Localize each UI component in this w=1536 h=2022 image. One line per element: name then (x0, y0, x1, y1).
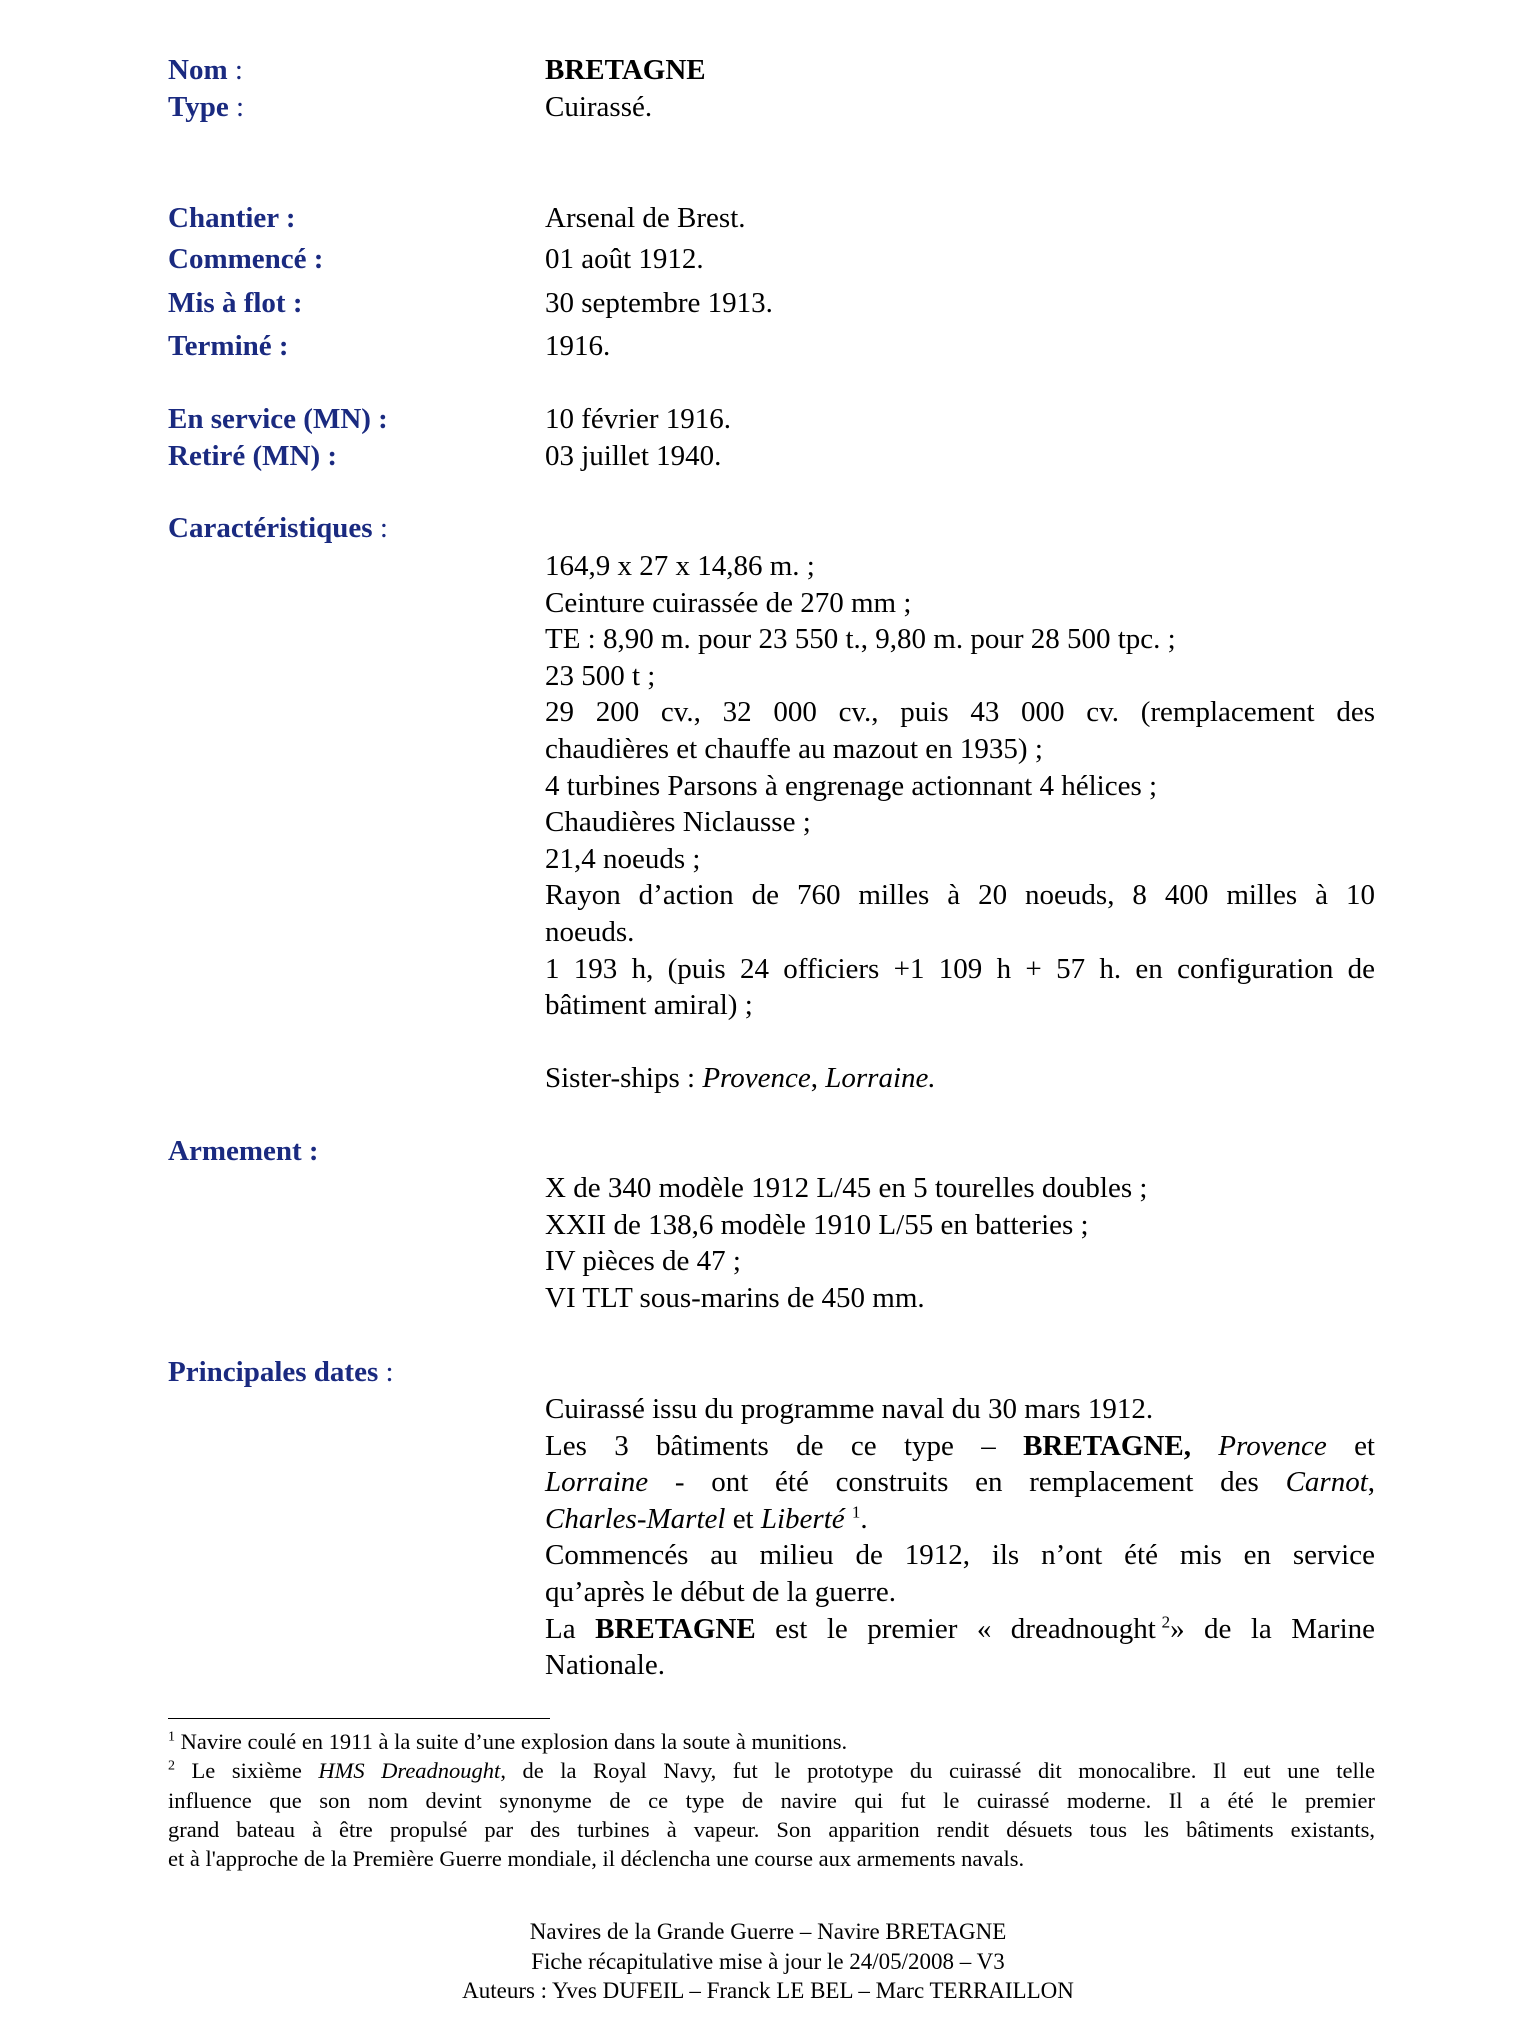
footnote-separator (168, 1718, 550, 1719)
sister-ship-provence: Provence (702, 1062, 811, 1095)
dates-line: qu’après le début de la guerre. (545, 1575, 897, 1608)
footer-authors: Auteurs : Yves DUFEIL – Franck LE BEL – Marc TERRAILLON (462, 1978, 1074, 2003)
colon: : (227, 54, 243, 86)
retire-label: Retiré (MN) : (168, 440, 338, 472)
nom-label: Nom : (168, 54, 243, 86)
carac-line: 23 500 t ; (545, 659, 656, 692)
dates-line: Cuirassé issu du programme naval du 30 mars 1912. (545, 1393, 1154, 1425)
principales-dates-label: Principales dates : (168, 1356, 394, 1388)
mis-a-flot-value: 30 septembre 1913. (545, 287, 773, 319)
en-service-value: 10 février 1916. (545, 403, 732, 435)
sister-ship-lorraine: Lorraine. (825, 1062, 936, 1095)
dates-line: Lorraine - ont été construits en remplacement des Carnot, (545, 1466, 1375, 1499)
termine-label: Terminé : (168, 330, 289, 362)
mis-a-flot-label: Mis à flot : (168, 287, 303, 319)
footnote-ref-1[interactable]: 1 (851, 1502, 861, 1522)
caracteristiques-label: Caractéristiques : (168, 512, 388, 544)
ship-name-lorraine: Lorraine (545, 1466, 649, 1499)
ship-name-liberte: Liberté (760, 1502, 845, 1535)
carac-line: chaudières et chauffe au mazout en 1935) ; (545, 732, 1043, 765)
armement-block (545, 1170, 1375, 1316)
carac-line: Ceinture cuirassée de 270 mm ; (545, 586, 912, 619)
spacer (545, 1024, 1375, 1061)
carac-line: Chaudières Niclausse ; (545, 806, 811, 839)
carac-line: 1 193 h, (puis 24 officiers +1 109 h + 57 h. en configuration de (545, 952, 1375, 985)
dates-line: Charles-Martel et Liberté $^1$. (545, 1502, 868, 1535)
ship-name-carnot: Carnot (1285, 1466, 1368, 1499)
armement-line: VI TLT sous-marins de 450 mm. (545, 1281, 925, 1314)
armement-line: IV pièces de 47 ; (545, 1245, 741, 1278)
commence-value: 01 août 1912. (545, 243, 704, 275)
colon: : (378, 1356, 394, 1388)
dates-line: La BRETAGNE est le premier « dreadnought $^2$» de la Marine (545, 1611, 1376, 1645)
ship-name-bretagne: BRETAGNE, (1023, 1429, 1191, 1462)
footnote-2-line: et à l'approche de la Première Guerre mondiale, il déclencha une course aux armements navals. (168, 1846, 1025, 1872)
ship-name-provence: Provence (1218, 1429, 1327, 1462)
carac-line: 4 turbines Parsons à engrenage actionnant 4 hélices ; (545, 769, 1158, 802)
dates-line: Les 3 bâtiments de ce type – BRETAGNE, Provence et (545, 1429, 1375, 1462)
chantier-label: Chantier : (168, 202, 296, 234)
footnote-2-line: influence que son nom devint synonyme de ce type de navire qui fut le cuirassé moderne. Il a été le premier (168, 1787, 1375, 1813)
dates-block (545, 1391, 1375, 1684)
commence-label: Commencé : (168, 243, 324, 275)
colon: : (228, 91, 245, 123)
page-footer (0, 1917, 1536, 2006)
sister-ships-line: Sister-ships : Provence, Lorraine. (545, 1062, 936, 1095)
armement-line: XXII de 138,6 modèle 1910 L/55 en batteries ; (545, 1208, 1089, 1241)
ship-name-bretagne: BRETAGNE (595, 1612, 756, 1645)
footnote-1: $^1$ Navire coulé en 1911 à la suite d’une explosion dans la soute à munitions. (168, 1729, 848, 1754)
nom-value: BRETAGNE (545, 54, 706, 86)
carac-line: noeuds. (545, 915, 635, 948)
carac-line: 164,9 x 27 x 14,86 m. ; (545, 550, 815, 582)
carac-line: bâtiment amiral) ; (545, 989, 753, 1022)
hms-dreadnought: HMS Dreadnought (318, 1758, 501, 1784)
carac-line: Rayon d’action de 760 milles à 20 noeuds, 8 400 milles à 10 (545, 879, 1375, 912)
footer-update: Fiche récapitulative mise à jour le 24/05/2008 – V3 (531, 1948, 1005, 1974)
dates-line: Nationale. (545, 1649, 665, 1682)
footnote-2-line: grand bateau à être propulsé par des turbines à vapeur. Son apparition rendit désuets tous les bâtiments existants, (168, 1816, 1375, 1842)
carac-line: 29 200 cv., 32 000 cv., puis 43 000 cv. (remplacement des (545, 696, 1375, 729)
footer-title: Navires de la Grande Guerre – Navire BRETAGNE (529, 1919, 1007, 1944)
termine-value: 1916. (545, 330, 611, 362)
type-value: Cuirassé. (545, 91, 653, 123)
chantier-value: Arsenal de Brest. (545, 202, 746, 234)
retire-value: 03 juillet 1940. (545, 440, 722, 472)
footnote-2: $^2$ Le sixième HMS Dreadnought, de la Royal Navy, fut le prototype du cuirassé dit monocalibre. Il eut une telle (168, 1758, 1375, 1784)
en-service-label: En service (MN) : (168, 403, 388, 435)
type-label: Type : (168, 91, 245, 123)
dates-line: Commencés au milieu de 1912, ils n’ont été mis en service (545, 1539, 1375, 1572)
carac-line: 21,4 noeuds ; (545, 842, 701, 875)
footnotes (168, 1727, 1375, 1873)
armement-label: Armement : (168, 1135, 319, 1167)
armement-line: X de 340 modèle 1912 L/45 en 5 tourelles doubles ; (545, 1172, 1148, 1204)
carac-line: TE : 8,90 m. pour 23 550 t., 9,80 m. pour 28 500 tpc. ; (545, 623, 1176, 656)
caracteristiques-block (545, 548, 1375, 1097)
colon: : (372, 512, 388, 544)
footnote-ref-2[interactable]: 2 (1161, 1611, 1171, 1631)
ship-name-charles-martel: Charles-Martel (545, 1502, 726, 1535)
